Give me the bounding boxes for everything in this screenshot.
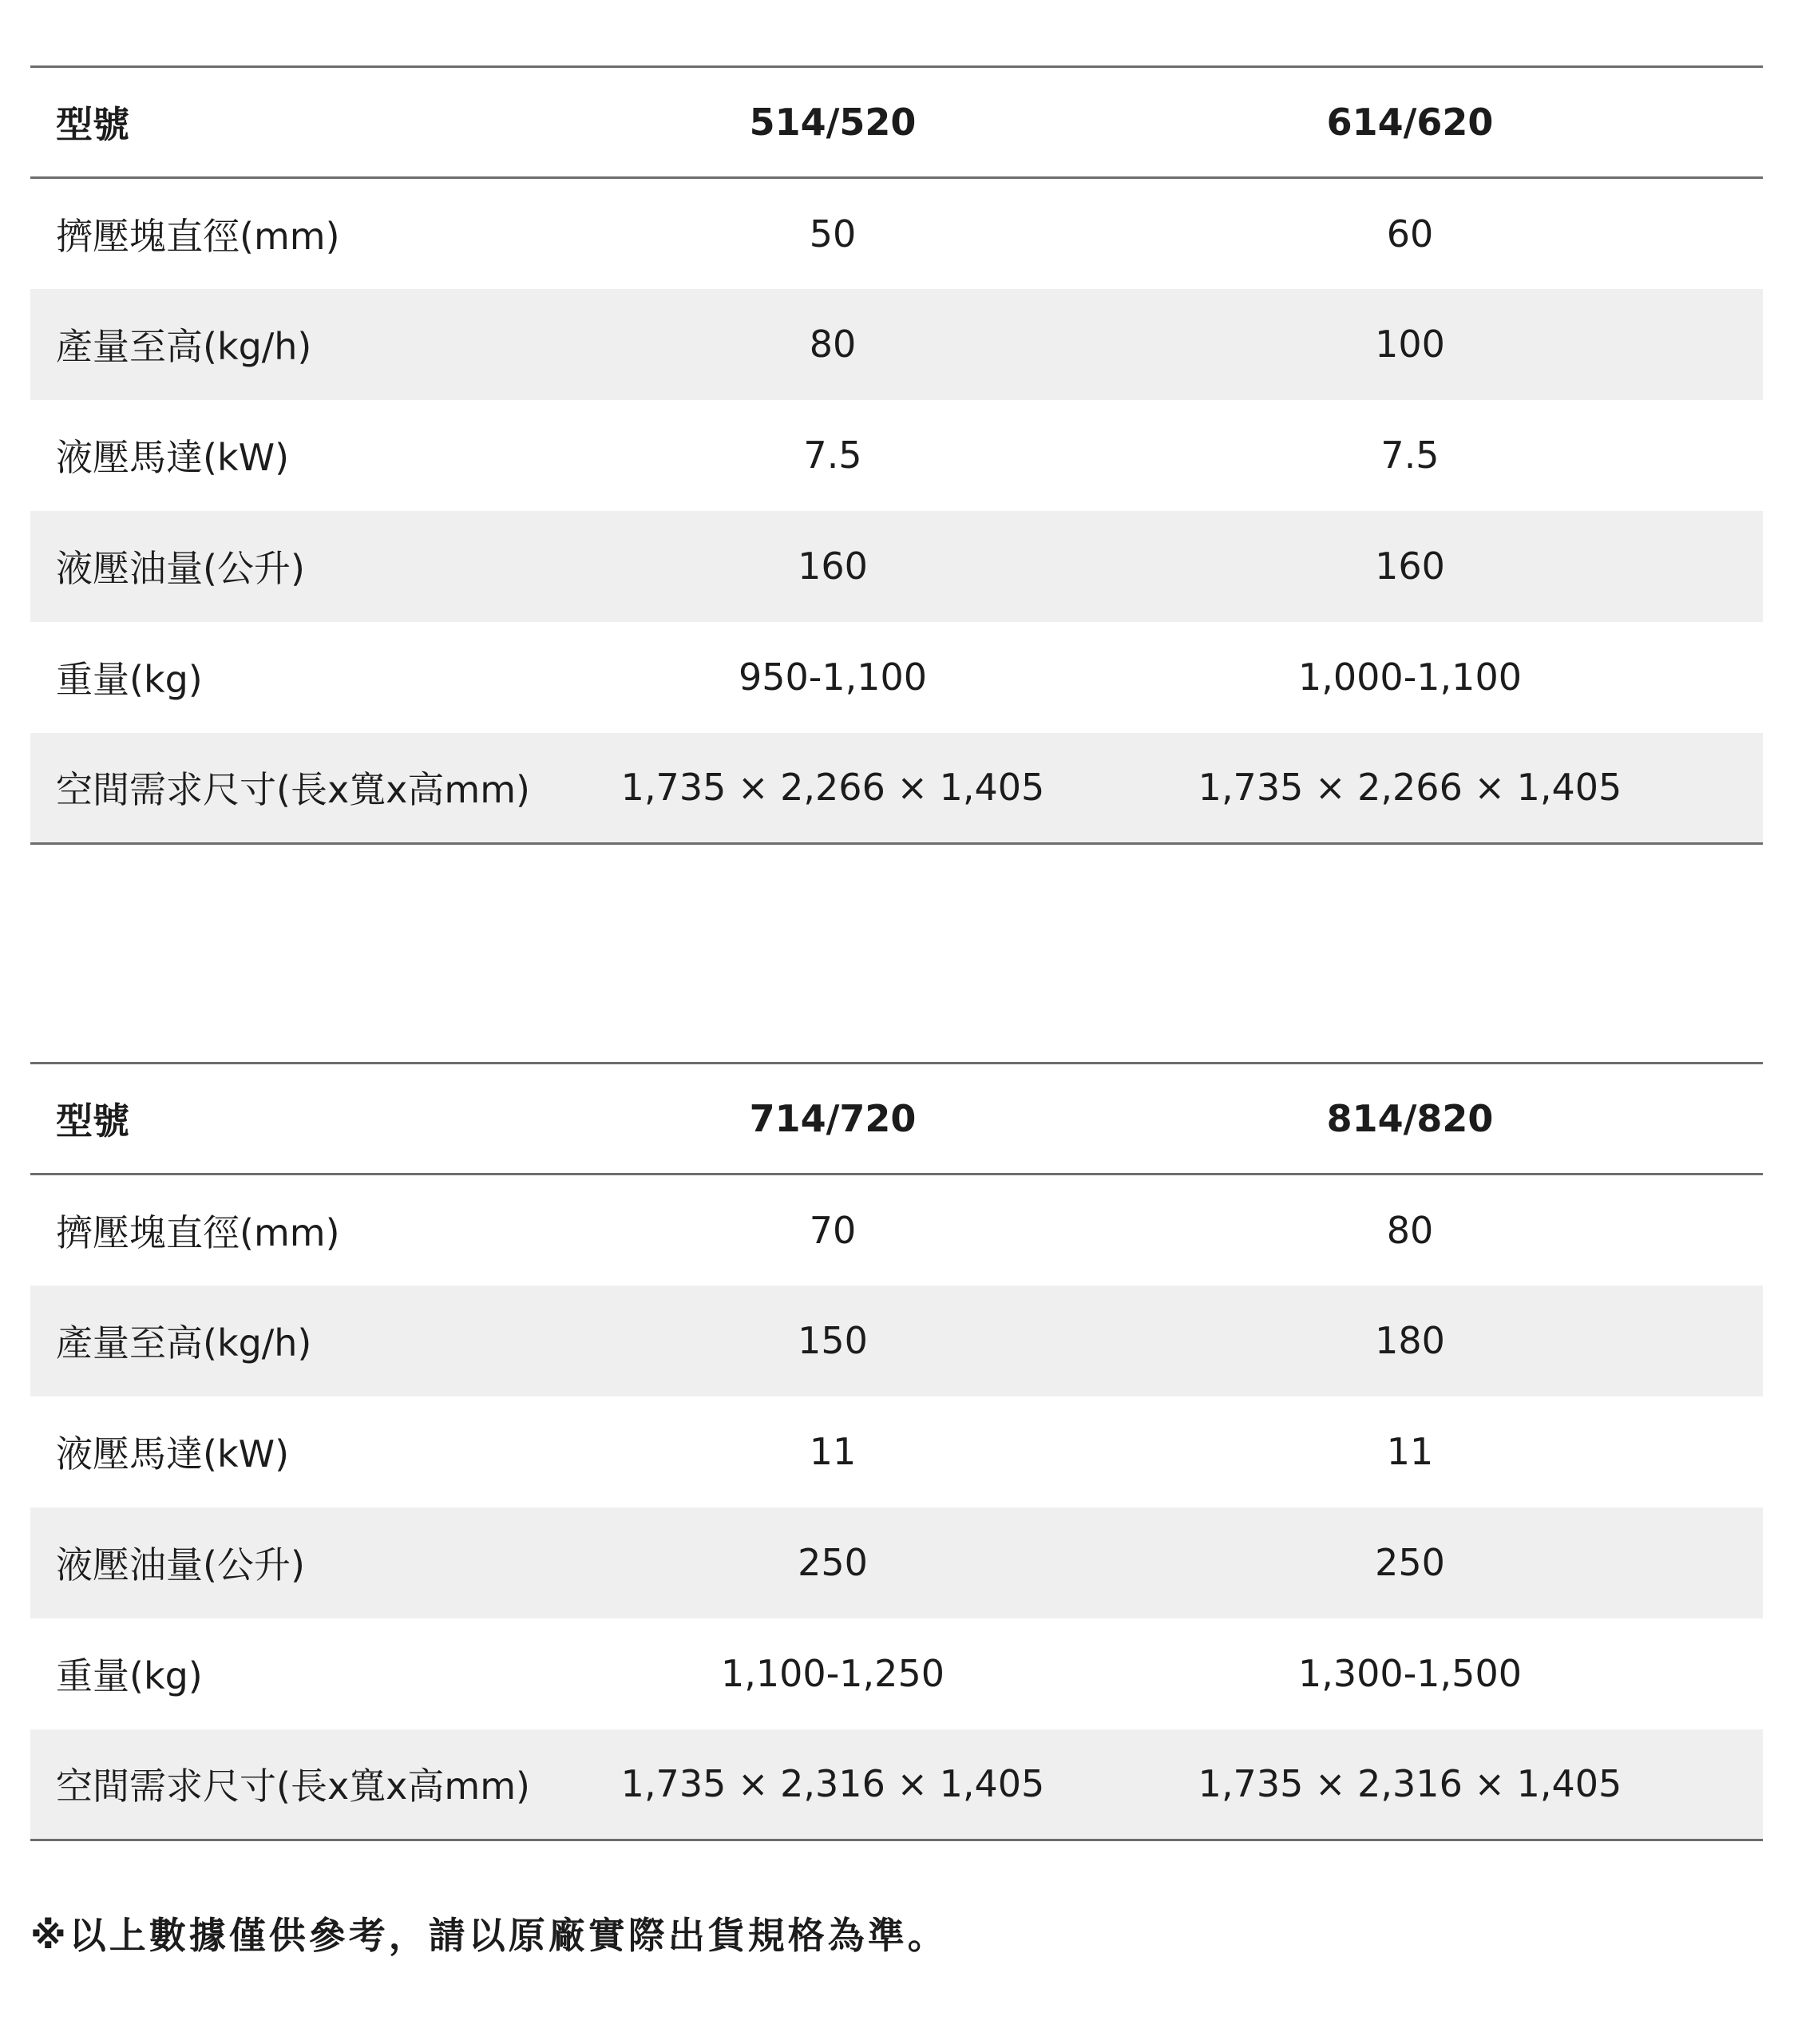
header-label: 型號 — [30, 1064, 591, 1175]
row-value-b: 100 — [1075, 289, 1745, 400]
table-row — [30, 1618, 1763, 1729]
spec-table-1 — [30, 65, 1763, 845]
row-value-b: 250 — [1075, 1507, 1745, 1618]
table-row — [30, 622, 1763, 733]
row-label: 重量(kg) — [56, 1654, 203, 1697]
row-value-a: 50 — [809, 212, 857, 256]
row-value-b: 1,735 × 2,316 × 1,405 — [1075, 1729, 1745, 1840]
table-row — [30, 178, 1763, 289]
spec-table-2 — [30, 1062, 1763, 1841]
row-value-a: 7.5 — [803, 434, 862, 477]
table-row — [30, 289, 1763, 400]
row-label: 產量至高(kg/h) — [30, 289, 591, 400]
row-value-a: 160 — [591, 511, 1075, 622]
row-value-a: 1,735 × 2,316 × 1,405 — [591, 1729, 1075, 1840]
row-value-b: 1,735 × 2,266 × 1,405 — [1075, 733, 1745, 844]
row-value-b: 1,000-1,100 — [1298, 656, 1522, 699]
row-value-b: 60 — [1386, 212, 1434, 256]
table-row — [30, 1396, 1763, 1507]
row-value-b: 180 — [1075, 1285, 1745, 1396]
row-label: 空間需求尺寸(長x寬x高mm) — [30, 1729, 591, 1840]
row-value-b: 80 — [1386, 1208, 1434, 1252]
row-value-a: 250 — [591, 1507, 1075, 1618]
row-value-a: 950-1,100 — [738, 656, 928, 699]
row-value-b: 11 — [1386, 1430, 1434, 1473]
table-row — [30, 1507, 1763, 1618]
row-label: 液壓馬達(kW) — [56, 1432, 290, 1476]
header-model-b: 614/620 — [1075, 67, 1745, 178]
row-value-a: 80 — [591, 289, 1075, 400]
table-header-row — [30, 1064, 1763, 1175]
table-row — [30, 733, 1763, 844]
row-value-a: 1,100-1,250 — [721, 1652, 945, 1695]
disclaimer-note: ※以上數據僅供參考，請以原廠實際出貨規格為準。 — [30, 1914, 948, 1957]
row-value-b: 160 — [1075, 511, 1745, 622]
row-value-a: 1,735 × 2,266 × 1,405 — [591, 733, 1075, 844]
header-label: 型號 — [30, 67, 591, 178]
row-label: 液壓油量(公升) — [30, 1507, 591, 1618]
row-label: 擠壓塊直徑(mm) — [56, 1210, 340, 1254]
table-row — [30, 1729, 1763, 1840]
row-value-a: 150 — [591, 1285, 1075, 1396]
row-label: 重量(kg) — [56, 658, 203, 701]
row-value-b: 7.5 — [1380, 434, 1440, 477]
table-row — [30, 1285, 1763, 1396]
header-model-b: 814/820 — [1075, 1064, 1745, 1175]
row-value-b: 1,300-1,500 — [1298, 1652, 1522, 1695]
row-value-a: 11 — [809, 1430, 857, 1473]
row-label: 液壓油量(公升) — [30, 511, 591, 622]
row-label: 產量至高(kg/h) — [30, 1285, 591, 1396]
row-label: 擠壓塊直徑(mm) — [56, 214, 340, 258]
table-header-row — [30, 67, 1763, 178]
header-model-a: 714/720 — [591, 1064, 1075, 1175]
row-label: 液壓馬達(kW) — [56, 436, 290, 479]
header-model-a: 514/520 — [591, 67, 1075, 178]
row-value-a: 70 — [809, 1208, 857, 1252]
row-label: 空間需求尺寸(長x寬x高mm) — [30, 733, 591, 844]
table-row — [30, 1175, 1763, 1285]
table-row — [30, 511, 1763, 622]
table-row — [30, 400, 1763, 511]
